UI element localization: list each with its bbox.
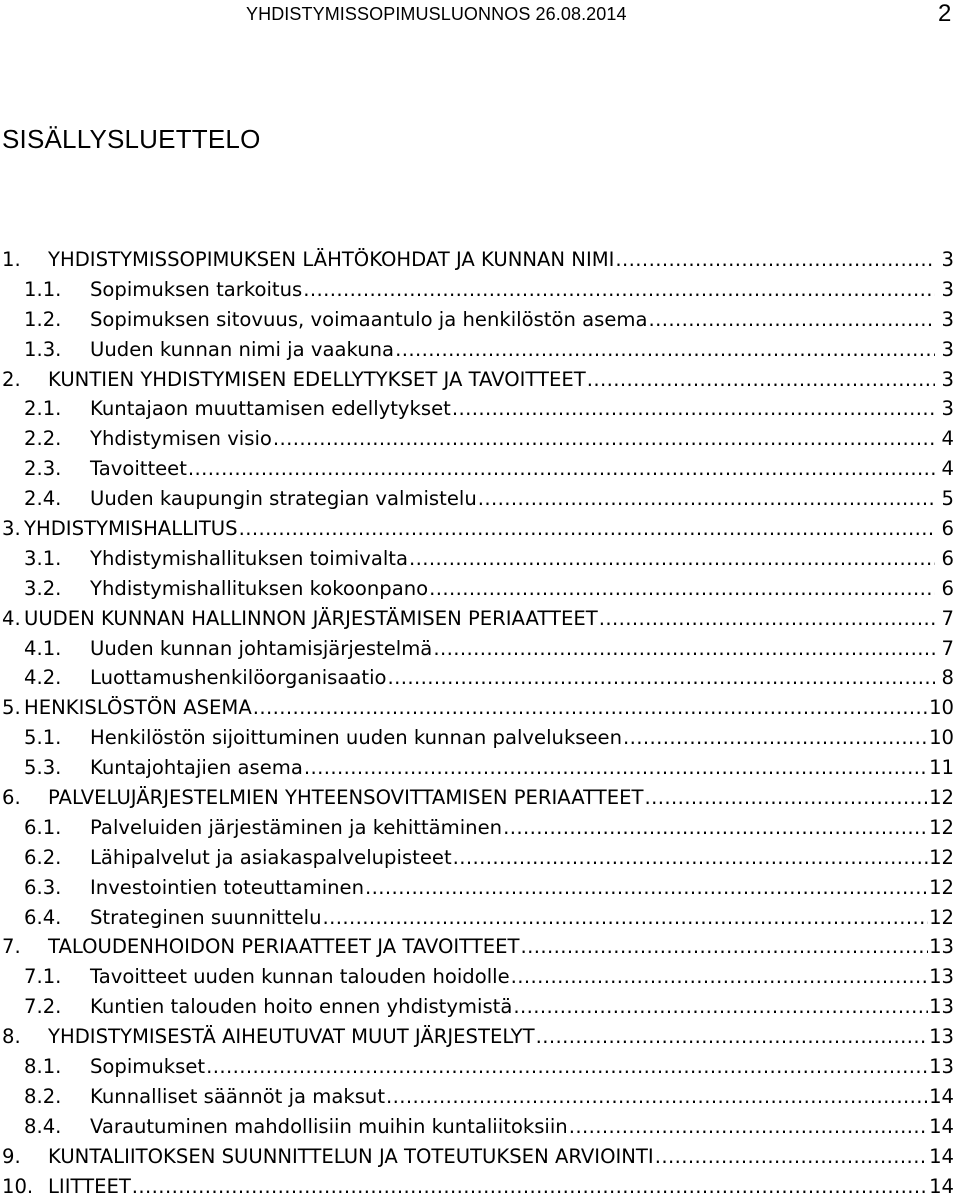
toc-entry-page: 12 [929,875,954,899]
toc-entry-number: 6. [2,786,21,810]
toc-entry-leader [365,873,928,903]
toc-entry-label: Kuntien talouden hoito ennen yhdistymistä [90,995,513,1019]
toc-entry[interactable] [0,245,954,275]
page-header [0,2,960,32]
toc-entry-leader [409,544,935,574]
toc-entry[interactable] [0,932,954,962]
toc-entry-label: Kunnalliset säännöt ja maksut [90,1084,386,1108]
toc-entry-leader [386,1082,928,1112]
toc-entry[interactable] [0,783,954,813]
toc-entry-leader [273,424,935,454]
toc-entry[interactable] [0,992,954,1022]
toc-entry-page: 12 [929,845,954,869]
toc-entry-number: 10. [2,1174,34,1198]
toc-entry-number: 2. [2,367,21,391]
toc-entry-label: TALOUDENHOIDON PERIAATTEET JA TAVOITTEET [48,935,520,959]
toc-entry-page: 6 [941,546,954,570]
toc-entry-number: 6.2. [24,845,62,869]
toc-entry-label: Henkilöstön sijoittuminen uuden kunnan palvelukseen [90,726,623,750]
toc-entry-label: Tavoitteet [90,457,187,481]
toc-entry-label: Sopimuksen sitovuus, voimaantulo ja henkilöstön asema [90,307,648,331]
toc-entry-label: Uuden kunnan nimi ja vaakuna [90,337,395,361]
toc-entry-leader [599,604,935,634]
toc-entry-page: 8 [941,666,954,690]
toc-entry-label: YHDISTYMISESTÄ AIHEUTUVAT MUUT JÄRJESTELYT [48,1025,535,1049]
toc-entry-leader [511,962,928,992]
toc-entry[interactable] [0,1052,954,1082]
toc-entry-number: 6.3. [24,875,62,899]
toc-entry-leader [503,813,928,843]
toc-entry-label: YHDISTYMISHALLITUS [24,517,238,541]
toc-entry-page: 3 [941,307,954,331]
toc-entry-page: 7 [941,636,954,660]
toc-entry-number: 5.1. [24,726,62,750]
toc-entry-page: 10 [929,696,954,720]
toc-entry-number: 7.1. [24,965,62,989]
toc-entry-label: Uuden kunnan johtamisjärjestelmä [90,636,433,660]
toc-entry-number: 5. [2,696,21,720]
toc-entry-leader [303,275,935,305]
toc-entry-label: PALVELUJÄRJESTELMIEN YHTEENSOVITTAMISEN PERIAATTEET [48,786,644,810]
toc-entry[interactable] [0,305,954,335]
toc-entry-page: 13 [929,995,954,1019]
toc-entry[interactable] [0,604,954,634]
toc-entry-label: Uuden kaupungin strategian valmistelu [90,487,477,511]
toc-entry-leader [453,843,928,873]
toc-entry[interactable] [0,873,954,903]
toc-entry-number: 3.2. [24,576,62,600]
toc-entry[interactable] [0,1022,954,1052]
toc-entry-page: 13 [929,1055,954,1079]
toc-entry-number: 6.4. [24,905,62,929]
toc-entry[interactable] [0,394,954,424]
toc-entry-number: 8.4. [24,1114,62,1138]
toc-entry-page: 14 [929,1114,954,1138]
toc-entry-number: 7. [2,935,21,959]
toc-entry-label: LIITTEET [48,1174,131,1198]
toc-entry-leader [615,245,935,275]
toc-entry[interactable] [0,514,954,544]
toc-entry-label: Investointien toteuttaminen [90,875,365,899]
toc-entry-label: Yhdistymishallituksen toimivalta [90,546,408,570]
toc-entry-label: Lähipalvelut ja asiakaspalvelupisteet [90,845,452,869]
toc-entry[interactable] [0,1172,954,1202]
toc-entry-page: 12 [929,815,954,839]
toc-entry-number: 6.1. [24,815,62,839]
toc-entry-label: UUDEN KUNNAN HALLINNON JÄRJESTÄMISEN PERIAATTEET [24,606,598,630]
toc-entry[interactable] [0,843,954,873]
toc-entry-leader [206,1052,928,1082]
table-of-contents [0,245,954,1202]
toc-entry-number: 1.3. [24,337,62,361]
toc-entry-number: 4.1. [24,636,62,660]
toc-entry-leader [388,663,935,693]
toc-entry-label: Palveluiden järjestäminen ja kehittäminen [90,815,503,839]
toc-entry[interactable] [0,693,954,723]
toc-entry-label: Sopimukset [90,1055,206,1079]
toc-entry-leader [478,484,935,514]
toc-entry-leader [587,365,935,395]
toc-entry[interactable] [0,1142,954,1172]
toc-entry-leader [395,335,935,365]
toc-entry-label: HENKISLÖSTÖN ASEMA [24,696,252,720]
toc-entry-page: 3 [941,337,954,361]
toc-entry-label: KUNTIEN YHDISTYMISEN EDELLYTYKSET JA TAVOITTEET [48,367,586,391]
toc-entry-page: 13 [929,1025,954,1049]
toc-entry-number: 5.3. [24,756,62,780]
toc-entry-label: Kuntajaon muuttamisen edellytykset [90,397,451,421]
toc-entry[interactable] [0,574,954,604]
toc-entry-page: 3 [941,367,954,391]
toc-entry-leader [655,1142,928,1172]
toc-entry[interactable] [0,275,954,305]
toc-entry-label: Yhdistymisen visio [90,427,272,451]
toc-entry-page: 3 [941,397,954,421]
toc-entry-label: Sopimuksen tarkoitus [90,277,303,301]
header-title: YHDISTYMISSOPIMUSLUONNOS 26.08.2014 [246,4,627,24]
toc-entry-label: KUNTALIITOKSEN SUUNNITTELUN JA TOTEUTUKSEN ARVIOINTI [48,1144,654,1168]
toc-entry-number: 2.1. [24,397,62,421]
toc-entry-number: 8. [2,1025,21,1049]
toc-entry-leader [648,305,935,335]
toc-entry-number: 2.4. [24,487,62,511]
toc-entry[interactable] [0,365,954,395]
toc-entry-leader [433,634,935,664]
toc-entry-page: 13 [929,935,954,959]
toc-entry-label: YHDISTYMISSOPIMUKSEN LÄHTÖKOHDAT JA KUNNAN NIMI [48,248,615,271]
toc-entry-page: 4 [941,427,954,451]
toc-entry-leader [253,693,928,723]
toc-entry[interactable] [0,813,954,843]
toc-entry-number: 4. [2,606,21,630]
toc-entry-leader [644,783,928,813]
toc-entry-page: 14 [929,1144,954,1168]
toc-entry-page: 7 [941,606,954,630]
toc-entry[interactable] [0,753,954,783]
toc-entry-label: Varautuminen mahdollisiin muihin kuntaliitoksiin [90,1114,568,1138]
toc-entry-leader [323,903,929,933]
toc-entry-leader [513,992,928,1022]
toc-entry-leader [304,753,928,783]
toc-entry[interactable] [0,663,954,693]
toc-entry-label: Yhdistymishallituksen kokoonpano [90,576,429,600]
toc-entry-page: 11 [929,756,954,780]
toc-entry-number: 3. [2,517,21,541]
toc-entry-number: 8.1. [24,1055,62,1079]
toc-entry-number: 1. [2,248,21,271]
toc-entry[interactable] [0,1082,954,1112]
toc-entry-label: Tavoitteet uuden kunnan talouden hoidolle [90,965,510,989]
toc-entry-leader [132,1172,928,1202]
toc-entry-leader [452,394,935,424]
toc-entry-leader [188,454,935,484]
toc-entry-number: 1.2. [24,307,62,331]
toc-entry-page: 14 [929,1174,954,1198]
toc-entry-page: 13 [929,965,954,989]
toc-entry[interactable] [0,903,954,933]
toc-entry-page: 6 [941,517,954,541]
toc-entry-leader [429,574,935,604]
toc-entry-label: Strateginen suunnittelu [90,905,322,929]
page-number: 2 [938,0,952,27]
toc-entry-number: 2.3. [24,457,62,481]
toc-entry-page: 10 [929,726,954,750]
toc-entry-page: 12 [929,905,954,929]
toc-entry-page: 12 [929,786,954,810]
toc-entry[interactable] [0,335,954,365]
toc-entry-page: 5 [941,487,954,511]
toc-entry[interactable] [0,544,954,574]
toc-entry-page: 3 [941,248,954,271]
toc-entry-number: 9. [2,1144,21,1168]
toc-entry-number: 3.1. [24,546,62,570]
toc-entry[interactable] [0,634,954,664]
toc-entry-leader [569,1112,928,1142]
toc-entry-leader [239,514,935,544]
toc-entry[interactable] [0,723,954,753]
toc-entry-number: 7.2. [24,995,62,1019]
toc-entry[interactable] [0,484,954,514]
toc-entry-number: 1.1. [24,277,62,301]
toc-entry[interactable] [0,454,954,484]
toc-entry[interactable] [0,1112,954,1142]
toc-entry-number: 4.2. [24,666,62,690]
toc-entry-label: Luottamushenkilöorganisaatio [90,666,387,690]
document-title: SISÄLLYSLUETTELO [2,124,261,154]
toc-entry-number: 2.2. [24,427,62,451]
toc-entry-number: 8.2. [24,1084,62,1108]
toc-entry-label: Kuntajohtajien asema [90,756,303,780]
toc-entry-page: 3 [941,277,954,301]
toc-entry-leader [623,723,928,753]
toc-entry-page: 14 [929,1084,954,1108]
toc-entry-page: 6 [941,576,954,600]
toc-entry-leader [536,1022,928,1052]
toc-entry-leader [521,932,929,962]
toc-entry-page: 4 [941,457,954,481]
toc-entry[interactable] [0,962,954,992]
toc-entry[interactable] [0,424,954,454]
